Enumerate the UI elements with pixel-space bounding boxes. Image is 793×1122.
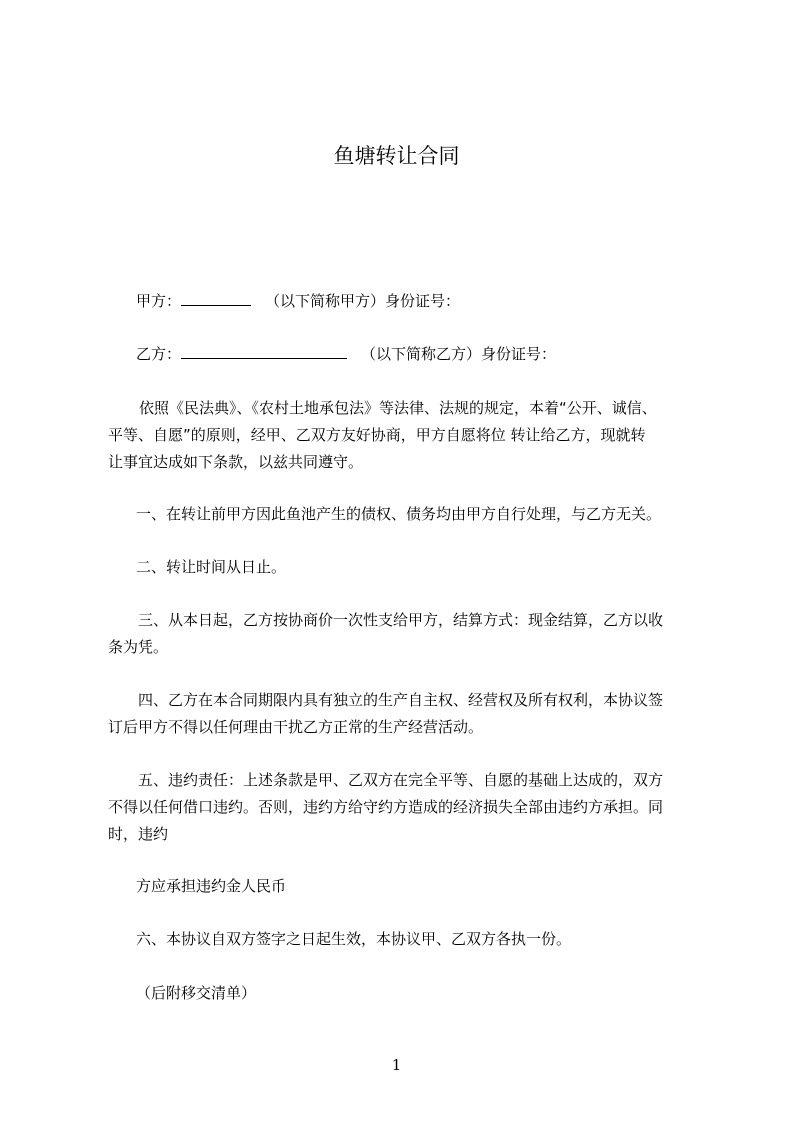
preamble-line-3: 让事宜达成如下条款，以兹共同遵守。 xyxy=(108,453,364,471)
clause-3-line-1: 三、从本日起，乙方按协商价一次性支给甲方，结算方式：现金结算，乙方以收 xyxy=(138,611,664,629)
clause-5-line-2: 不得以任何借口违约。否则，违约方给守约方造成的经济损失全部由违约方承担。同 xyxy=(108,798,664,816)
clause-6: 六、本协议自双方签字之日起生效，本协议甲、乙双方各执一份。 xyxy=(136,930,572,948)
party-a-id-label: （以下简称甲方）身份证号： xyxy=(265,292,461,310)
party-b-id-label: （以下简称乙方）身份证号： xyxy=(361,345,557,363)
clause-4-line-2: 订后甲方不得以任何理由干扰乙方正常的生产经营活动。 xyxy=(108,718,484,736)
page-number: 1 xyxy=(391,1056,402,1074)
clause-2: 二、转让时间从日止。 xyxy=(136,558,287,576)
penalty-line: 方应承担违约金人民币 xyxy=(136,877,287,895)
party-b-line xyxy=(136,343,556,365)
party-b-name-blank xyxy=(181,344,347,359)
document-title: 鱼塘转让合同 xyxy=(333,144,460,168)
attachment-note: （后附移交清单） xyxy=(136,984,257,1002)
clause-1: 一、在转让前甲方因此鱼池产生的债权、债务均由甲方自行处理，与乙方无关。 xyxy=(136,505,662,523)
party-a-label: 甲方： xyxy=(136,292,182,310)
clause-4-line-1: 四、乙方在本合同期限内具有独立的生产自主权、经营权及所有权利，本协议签 xyxy=(138,691,664,709)
clause-5-line-3: 时，违约 xyxy=(108,825,169,843)
party-a-line xyxy=(136,290,460,312)
clause-3-line-2: 条为凭。 xyxy=(108,638,169,656)
preamble-line-1: 依照《民法典》、《农村土地承包法》等法律、法规的规定，本着“公开、诚信、 xyxy=(139,399,657,417)
party-b-label: 乙方： xyxy=(136,345,182,363)
party-a-name-blank xyxy=(181,291,251,306)
clause-5-line-1: 五、违约责任：上述条款是甲、乙双方在完全平等、自愿的基础上达成的，双方 xyxy=(138,771,664,789)
preamble-line-2: 平等、自愿”的原则，经甲、乙双方友好协商，甲方自愿将位 转让给乙方，现就转 xyxy=(108,426,646,444)
